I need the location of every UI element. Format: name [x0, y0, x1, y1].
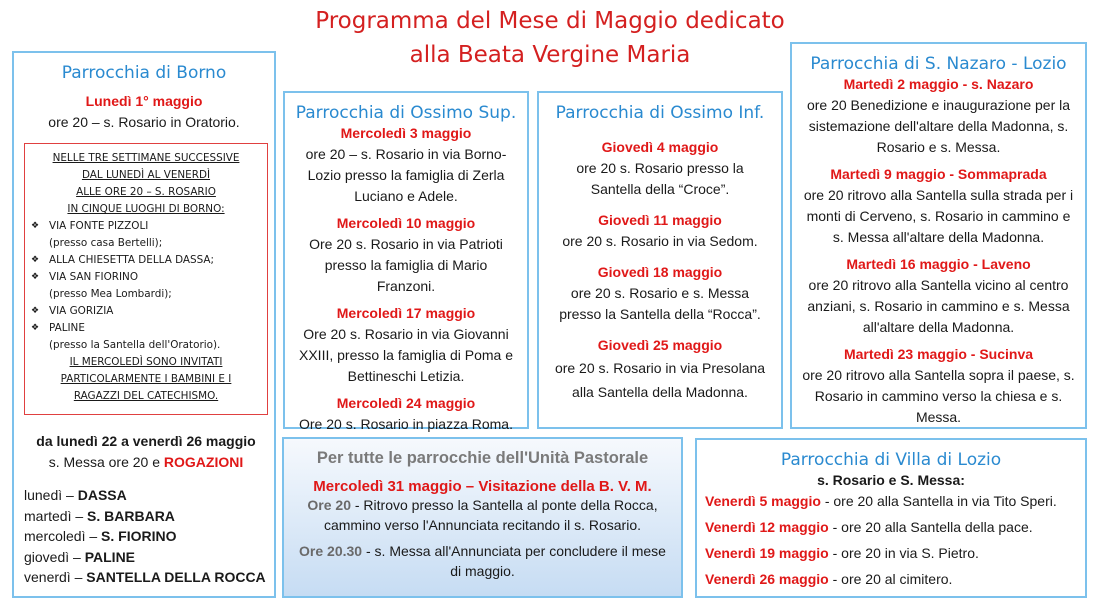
parish-ossimo-inf-heading: Parrocchia di Ossimo Inf. [555, 103, 765, 123]
unita-heading: Per tutte le parrocchie dell'Unità Pastorale [316, 449, 649, 467]
page-title [250, 4, 850, 72]
event-text: - ore 20 alla Santella della pace. [828, 519, 1033, 535]
unita-item [284, 541, 681, 581]
parish-nazaro-heading: Parrocchia di S. Nazaro - Lozio [810, 54, 1067, 74]
unita-event: Mercoledì 31 maggio – Visitazione della B. V. M. [313, 478, 652, 495]
borno-place: ❖ ALLA CHIESETTA DELLA DASSA; [31, 252, 261, 269]
borno-outro-3: RAGAZZI DEL CATECHISMO. [73, 390, 219, 402]
event-date: Venerdì 5 maggio [705, 493, 821, 509]
day-place: S. BARBARA [87, 507, 175, 524]
borno-place: ❖ VIA GORIZIA [31, 303, 261, 320]
unita-text: - Ritrovo presso la Santella al ponte della Rocca, cammino verso l'Annunciata recitando il s. Rosario. [323, 497, 658, 533]
event-date: Martedì 23 maggio - Sucinva [843, 346, 1034, 362]
borno-weekly-box [24, 143, 268, 415]
event-text: Ore 20 s. Rosario in piazza Roma. [299, 416, 513, 432]
event-date: Giovedì 18 maggio [597, 264, 723, 280]
event-date: Martedì 9 maggio - Sommaprada [830, 166, 1047, 182]
borno-week-range: da lunedì 22 a venerdì 26 maggio [36, 433, 256, 449]
borno-outro-2: PARTICOLARMENTE I BAMBINI E I [60, 373, 232, 385]
event-text: ore 20 s. Rosario presso la Santella della “Croce”. [576, 160, 744, 197]
borno-rogazioni: ROGAZIONI [163, 454, 244, 470]
borno-outro-1: IL MERCOLEDÌ SONO INVITATI [69, 356, 223, 368]
borno-place: ❖ PALINE [31, 320, 261, 337]
list-item [24, 526, 274, 547]
event-text: - ore 20 in via S. Pietro. [828, 545, 979, 561]
event-text: - ore 20 al cimitero. [828, 571, 953, 587]
day-label: venerdì – [24, 569, 87, 585]
title-line-1: Programma del Mese di Maggio dedicato [315, 8, 785, 34]
event-date: Martedì 2 maggio - s. Nazaro [843, 76, 1034, 92]
day-place: SANTELLA DELLA ROCCA [86, 569, 266, 585]
borno-place-note: (presso la Santella dell'Oratorio). [49, 339, 221, 351]
event-text: ore 20 s. Rosario e s. Messa presso la Santella della “Rocca”. [559, 285, 761, 322]
event-date: Martedì 16 maggio - Laveno [846, 256, 1031, 272]
unita-pastorale-panel [282, 437, 683, 598]
event-text: - ore 20 alla Santella in via Tito Speri. [820, 493, 1057, 509]
event-text: Ore 20 s. Rosario in via Patrioti presso la famiglia di Mario Franzoni. [309, 236, 503, 294]
event-date: Giovedì 4 maggio [601, 139, 719, 155]
day-label: giovedì – [24, 548, 85, 565]
borno-place-note: (presso casa Bertelli); [49, 237, 163, 249]
day-label: mercoledì – [24, 528, 102, 544]
event-text: ore 20 Benedizione e inaugurazione per la sistemazione dell'altare della Madonna, s. Rosario e s. Messa. [806, 97, 1071, 155]
parish-nazaro-panel [790, 42, 1087, 429]
day-label: lunedì – [24, 487, 78, 503]
borno-intro-1: NELLE TRE SETTIMANE SUCCESSIVE [52, 152, 240, 164]
borno-date: Lunedì 1° maggio [85, 93, 203, 109]
unita-time: Ore 20.30 [299, 543, 363, 559]
unita-text: - s. Messa all'Annunciata per concludere il mese di maggio. [362, 543, 666, 579]
villa-subheading: s. Rosario e S. Messa: [817, 472, 965, 488]
event-date: Venerdì 26 maggio [705, 571, 829, 587]
event-date: Mercoledì 3 maggio [340, 125, 472, 141]
borno-week-line [24, 452, 268, 473]
borno-text: ore 20 – s. Rosario in Oratorio. [48, 114, 240, 130]
list-item [24, 547, 274, 568]
borno-intro-4: IN CINQUE LUOGHI DI BORNO: [67, 203, 225, 215]
event-text: ore 20 ritrovo alla Santella sulla strada per i monti di Cerveno, s. Rosario in cammino e s. Messa all'altare della Madonna. [803, 187, 1074, 245]
list-item [24, 567, 274, 588]
borno-intro-2: DAL LUNEDÌ AL VENERDÌ [81, 169, 211, 181]
unita-item [284, 495, 681, 535]
event-text: ore 20 ritrovo alla Santella vicino al centro anziani, s. Rosario in cammino e s. Messa all'altare della Madonna. [807, 277, 1070, 335]
event-date: Mercoledì 10 maggio [336, 215, 476, 231]
borno-place: ❖ VIA SAN FIORINO [31, 269, 261, 286]
list-item [697, 566, 1085, 592]
event-date: Giovedì 11 maggio [598, 212, 722, 228]
list-item [24, 485, 274, 506]
parish-villa-heading: Parrocchia di Villa di Lozio [780, 450, 1002, 470]
borno-rogations [24, 431, 268, 473]
borno-intro-3: ALLE ORE 20 – S. ROSARIO [76, 186, 216, 198]
event-text: ore 20 s. Rosario in via Presolana alla Santella della Madonna. [554, 360, 766, 400]
parish-ossimo-sup-heading: Parrocchia di Ossimo Sup. [295, 103, 517, 123]
title-line-2: alla Beata Vergine Maria [409, 42, 691, 68]
event-date: Venerdì 12 maggio [705, 519, 829, 535]
parish-borno-heading: Parrocchia di Borno [61, 63, 227, 83]
day-label: martedì – [24, 507, 88, 524]
event-date: Mercoledì 24 maggio [336, 395, 476, 411]
list-item [697, 514, 1085, 540]
list-item [697, 488, 1085, 514]
event-date: Giovedì 25 maggio [597, 337, 723, 353]
borno-place-note: (presso Mea Lombardi); [49, 288, 172, 300]
parish-ossimo-inf-panel [537, 91, 783, 429]
event-text: Ore 20 s. Rosario in via Giovanni XXIII, presso la famiglia di Poma e Bettineschi Letizia. [299, 326, 513, 384]
event-date: Venerdì 19 maggio [705, 545, 829, 561]
day-place: PALINE [84, 548, 136, 565]
event-text: ore 20 ritrovo alla Santella sopra il paese, s. Rosario in cammino verso la chiesa e s. Messa. [802, 367, 1075, 425]
parish-ossimo-sup-panel [283, 91, 529, 432]
day-place: S. FIORINO [101, 528, 177, 544]
borno-days-list [24, 485, 274, 588]
borno-week-text: s. Messa ore 20 e [48, 454, 164, 470]
event-text: ore 20 s. Rosario in via Sedom. [562, 233, 758, 249]
parish-borno-panel [12, 51, 276, 598]
list-item [24, 506, 274, 527]
parish-villa-panel [695, 438, 1087, 598]
borno-place: ❖ VIA FONTE PIZZOLI [31, 218, 261, 235]
event-date: Mercoledì 17 maggio [336, 305, 476, 321]
list-item [697, 540, 1085, 566]
unita-time: Ore 20 [307, 497, 351, 513]
day-place: DASSA [77, 487, 127, 503]
event-text: ore 20 – s. Rosario in via Borno-Lozio presso la famiglia di Zerla Luciano e Adele. [305, 146, 507, 204]
